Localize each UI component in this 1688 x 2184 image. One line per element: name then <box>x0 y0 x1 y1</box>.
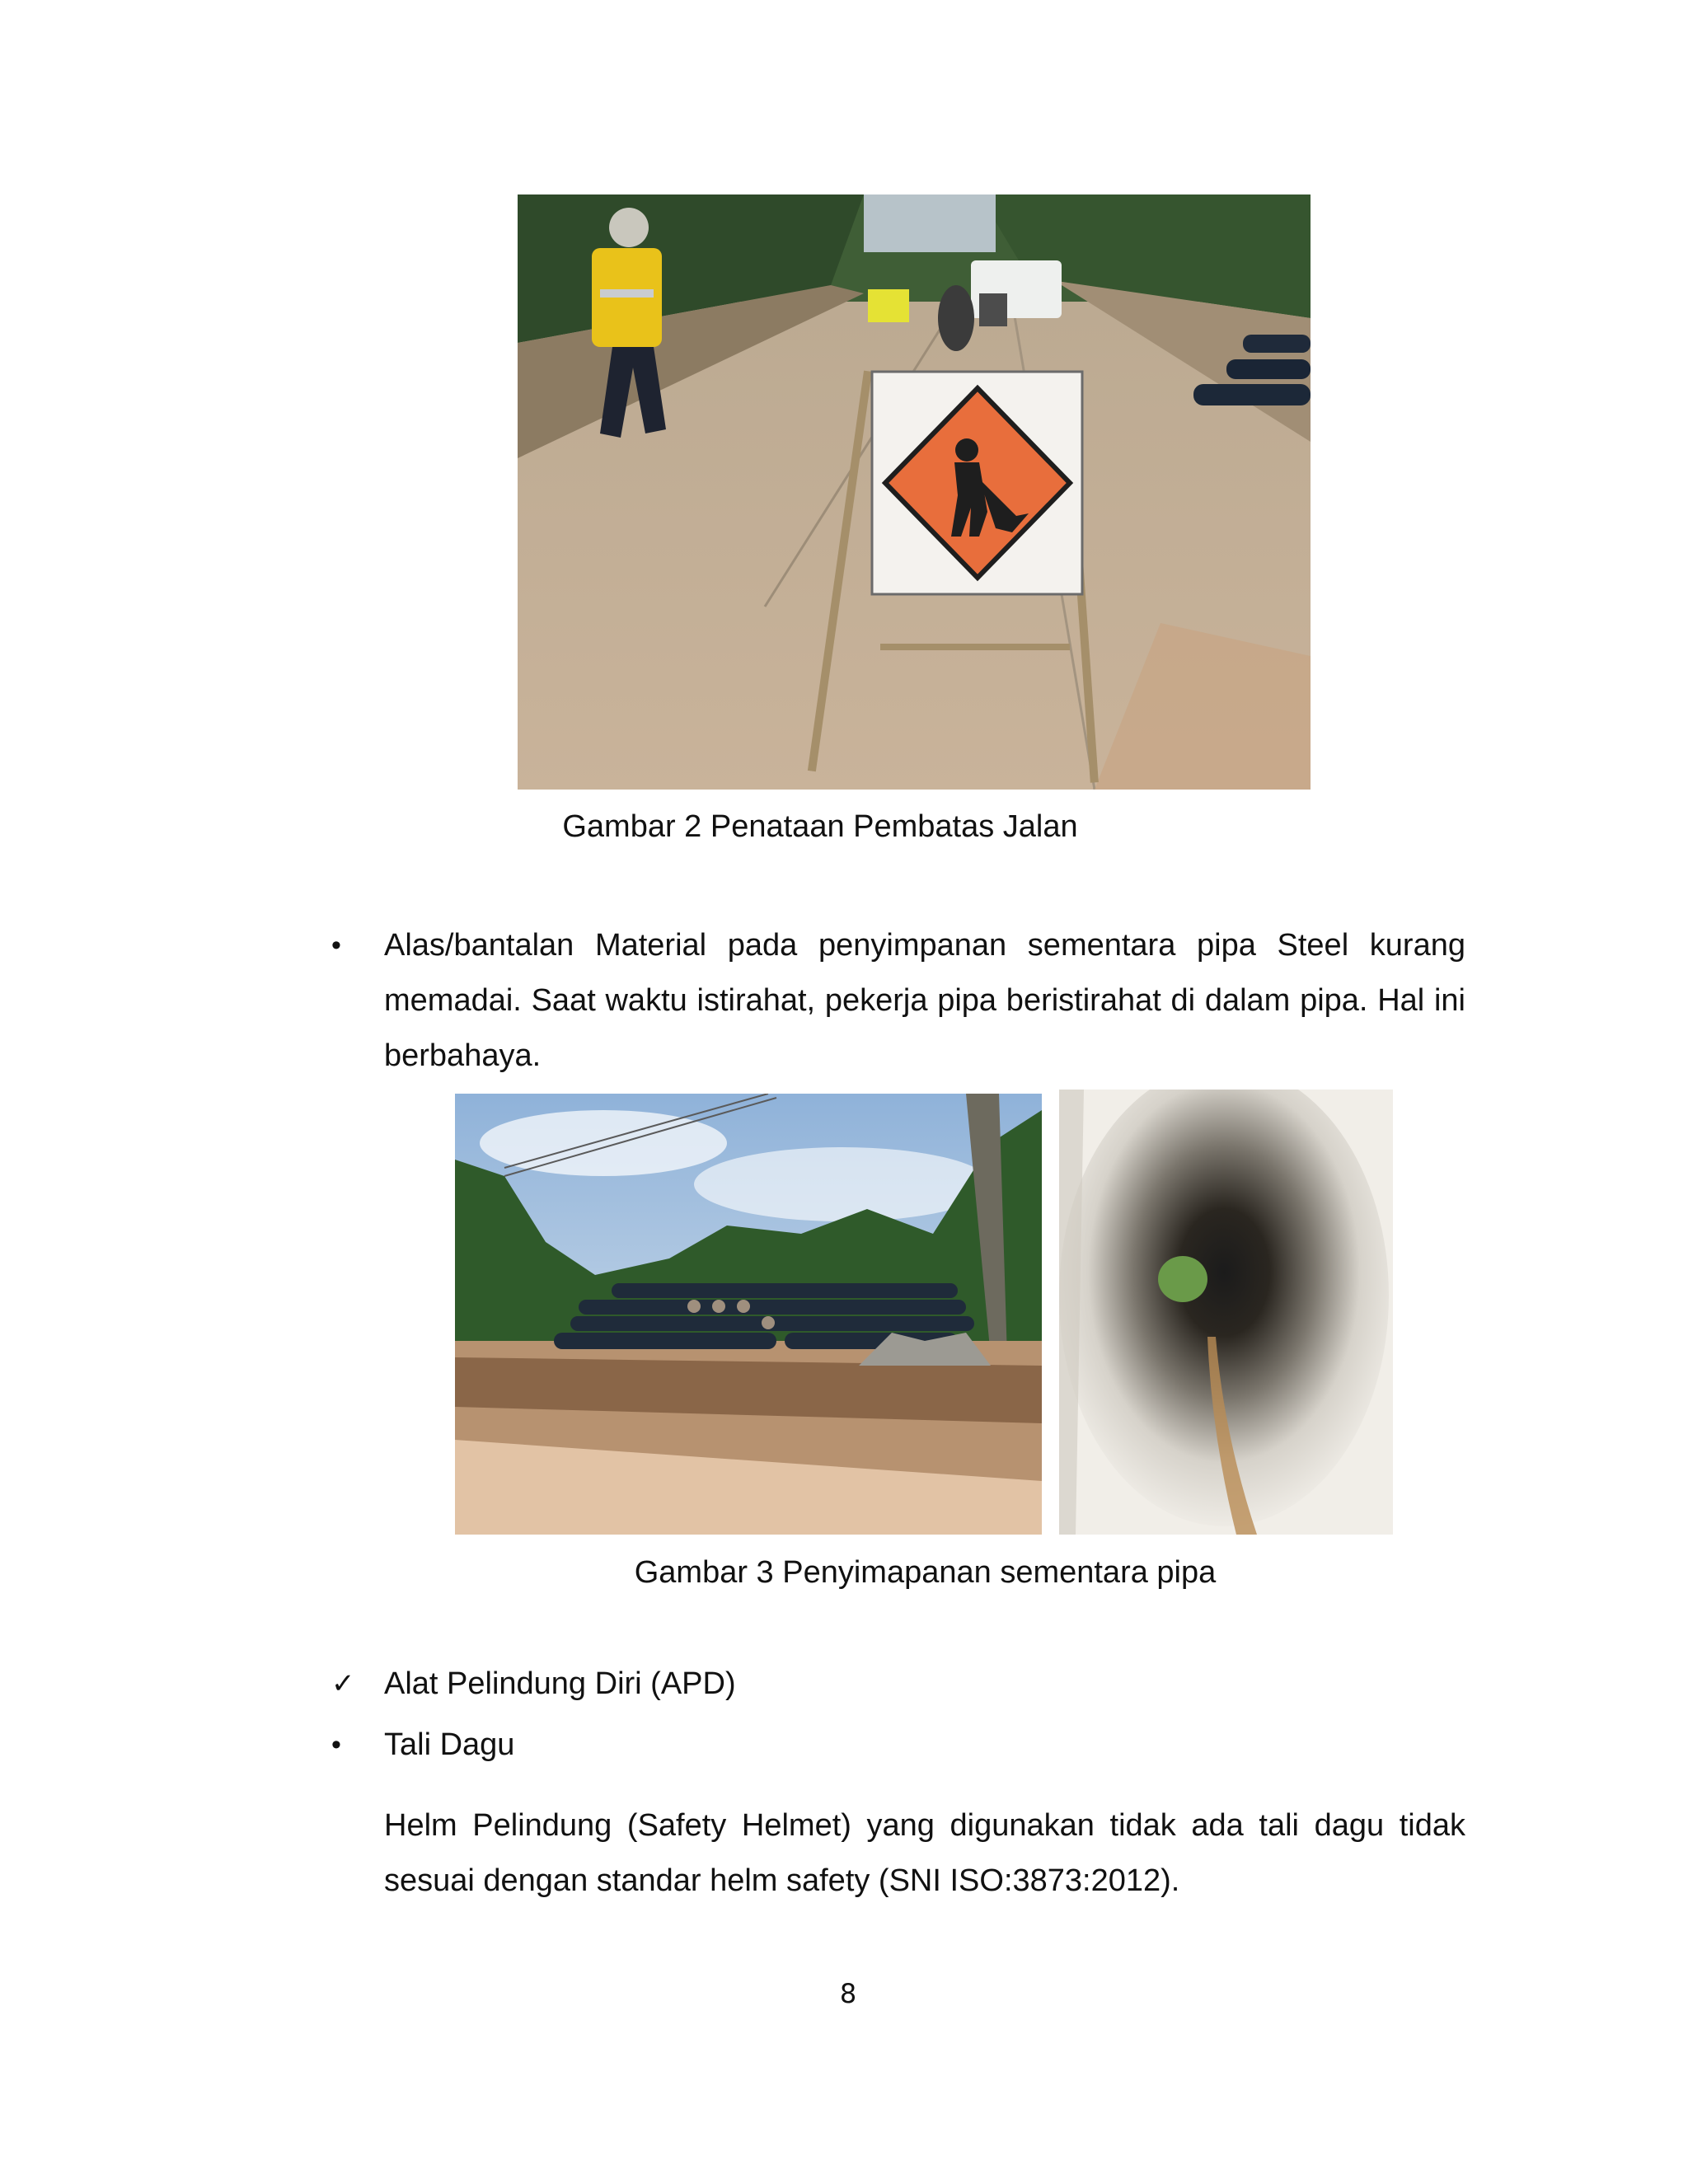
inside-pipe-photo <box>1059 1090 1393 1535</box>
figure-2-caption: Gambar 2 Penataan Pembatas Jalan <box>562 809 1078 844</box>
page-number: 8 <box>839 1978 857 2009</box>
road-barrier-photo <box>518 194 1311 790</box>
bullet-marker: • <box>331 930 341 961</box>
figure-3-caption: Gambar 3 Penyimapanan sementara pipa <box>634 1555 1217 1590</box>
bullet-marker: • <box>331 1729 341 1760</box>
bullet-text-chin-strap: Tali Dagu <box>384 1727 515 1762</box>
checklist-item-apd: Alat Pelindung Diri (APD) <box>384 1666 736 1701</box>
paragraph-safety-helmet: Helm Pelindung (Safety Helmet) yang digunakan tidak ada tali dagu tidak sesuai dengan standar helm safety (SNI ISO:3873:2012). <box>384 1808 1465 1898</box>
pipe-storage-photo <box>455 1094 1042 1535</box>
bullet-text-material-storage: Alas/bantalan Material pada penyimpanan sementara pipa Steel kurang memadai. Saat waktu istirahat, pekerja pipa beristirahat di dalam pipa. Hal ini berbahaya. <box>384 928 1465 1073</box>
check-icon: ✓ <box>331 1668 355 1699</box>
